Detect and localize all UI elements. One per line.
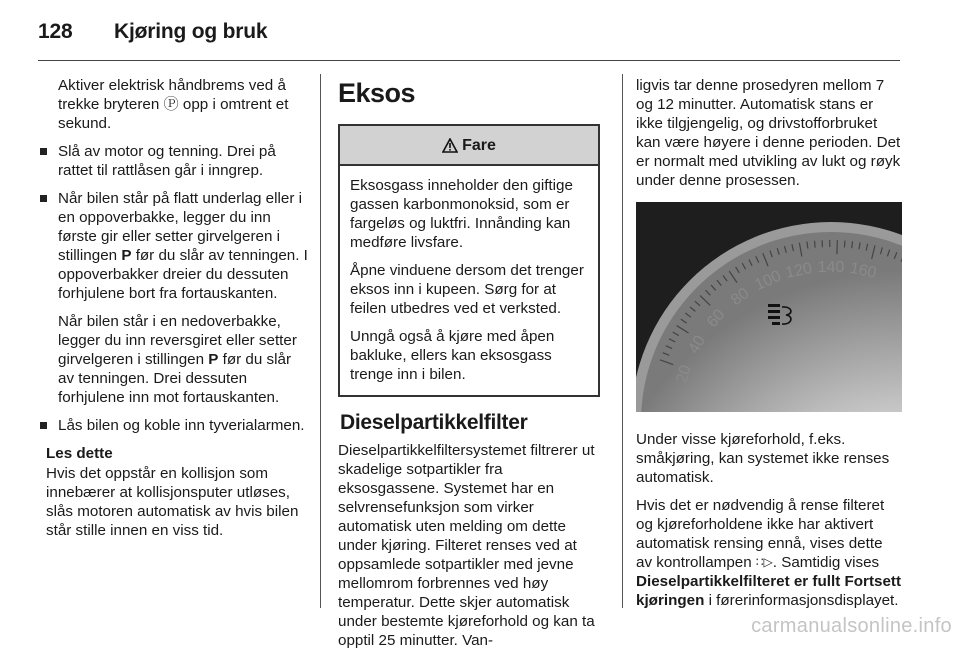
warning-header (340, 126, 598, 166)
page-number: 128 (38, 20, 114, 44)
list-item-paragraph: Når bilen står i en nedoverbakke, legger du inn reversgiret eller setter girvelgeren i stillingen P før du slår av tenningen. Drei dessuten forhjulene inn mot fortauskanten. (58, 312, 308, 407)
chapter-title: Kjøring og bruk (114, 20, 267, 43)
speedometer-gauge (636, 202, 902, 412)
body-paragraph: Hvis det er nødvendig å rense filteret og kjøreforholdene ikke har aktivert automatisk rensing ennå, vises dette av kontrollampen ∷▷. Samtidig vises Dieselpartikkelfilteret er fullt Fortsett kjøringen i førerinformasjonsdisplayet. (636, 496, 902, 610)
warning-paragraph: Åpne vinduene dersom det trenger eksos inn i kupeen. Sørg for at feilen utbedres ved et verksted. (350, 261, 588, 318)
page-header (38, 20, 267, 46)
note-box (38, 444, 308, 540)
header-rule (38, 60, 900, 61)
bullet-icon (40, 195, 47, 202)
body-paragraph: Under visse kjøreforhold, f.eks. småkjøring, kan systemet ikke renses automatisk. (636, 430, 902, 487)
gauge-label: 20 (673, 363, 695, 385)
list-item: Lås bilen og koble inn tyverialarmen. (38, 416, 308, 435)
filter-warning-light-icon: ∷▷ (756, 555, 773, 569)
speedometer-photo (636, 202, 902, 412)
gauge-label: 140 (818, 259, 845, 276)
section-heading: Eksos (338, 78, 602, 108)
watermark: carmanualsonline.info (751, 615, 952, 638)
warning-title: Fare (462, 136, 496, 155)
column-1 (38, 76, 308, 540)
gauge-label: 80 (728, 285, 752, 309)
warning-paragraph: Eksosgass inneholder den giftige gassen karbonmonoksid, som er fargeløs og luktfri. Innånding kan medføre livsfare. (350, 176, 588, 252)
gauge-label: 40 (685, 333, 709, 357)
intro-paragraph: Aktiver elektrisk håndbrems ved å trekke bryteren Ⓟ opp i omtrent et sekund. (38, 76, 308, 133)
column-2 (338, 76, 602, 659)
gauge-tick (815, 241, 816, 248)
column-3 (636, 76, 902, 619)
warning-paragraph: Unngå også å kjøre med åpen bakluke, ellers kan eksosgass trenge inn i bilen. (350, 327, 588, 384)
gauge-tick (852, 241, 853, 248)
list-item: Slå av motor og tenning. Drei på rattet til rattlåsen går i inngrep. (38, 142, 308, 180)
bullet-icon (40, 148, 47, 155)
gauge-label: 60 (704, 306, 729, 331)
bullet-icon (40, 422, 47, 429)
gauge-label: 100 (753, 268, 784, 294)
note-heading: Les dette (46, 444, 308, 463)
warning-triangle-icon (442, 138, 458, 153)
column-divider (622, 74, 623, 608)
bullet-list (38, 142, 308, 435)
body-paragraph: Dieselpartikkelfiltersystemet filtrerer ut skadelige sotpartikler fra eksosgassene. Systemet har en selvrensefunksjon som virker automatisk uten melding om dette under kjøring. Filteret renses ved at oppsamlede sotpartikler med jevne mellomrom forbrennes ved høy temperatur. Dette skjer automatisk under bestemte kjøreforhold og kan ta opptil 25 minutter. Van- (338, 441, 602, 650)
body-paragraph: ligvis tar denne prosedyren mellom 7 og 12 minutter. Automatisk stans er ikke tilgjengelig, og drivstofforbruket kan være høyere i denne perioden. Det er normalt med utvikling av lukt og røyk under denne prosessen. (636, 76, 902, 190)
note-text: Hvis det oppstår en kollisjon som innebærer at kollisjonsputer utløses, slås motoren automatisk av hvis bilen står stille innen en viss tid. (46, 464, 308, 540)
column-divider (320, 74, 321, 608)
gauge-label: 160 (848, 260, 878, 282)
section-heading: Dieselpartikkelfilter (340, 411, 602, 435)
list-item: Når bilen står på flatt underlag eller i en oppoverbakke, legger du inn første gir eller setter girvelgeren i stillingen P før du slår av tenningen. I oppoverbakker dreier du dessuten forhjulene bort fra fortauskanten. Når bilen står i en nedoverbakke, legger du inn reversgiret eller setter girvelgeren i stillingen P før du slår av tenningen. Drei dessuten forhjulene inn mot fortauskanten. (38, 189, 308, 407)
warning-body (340, 166, 598, 395)
danger-warning-box (338, 124, 600, 397)
gauge-label: 120 (784, 260, 814, 282)
gauge-tick (844, 241, 845, 248)
